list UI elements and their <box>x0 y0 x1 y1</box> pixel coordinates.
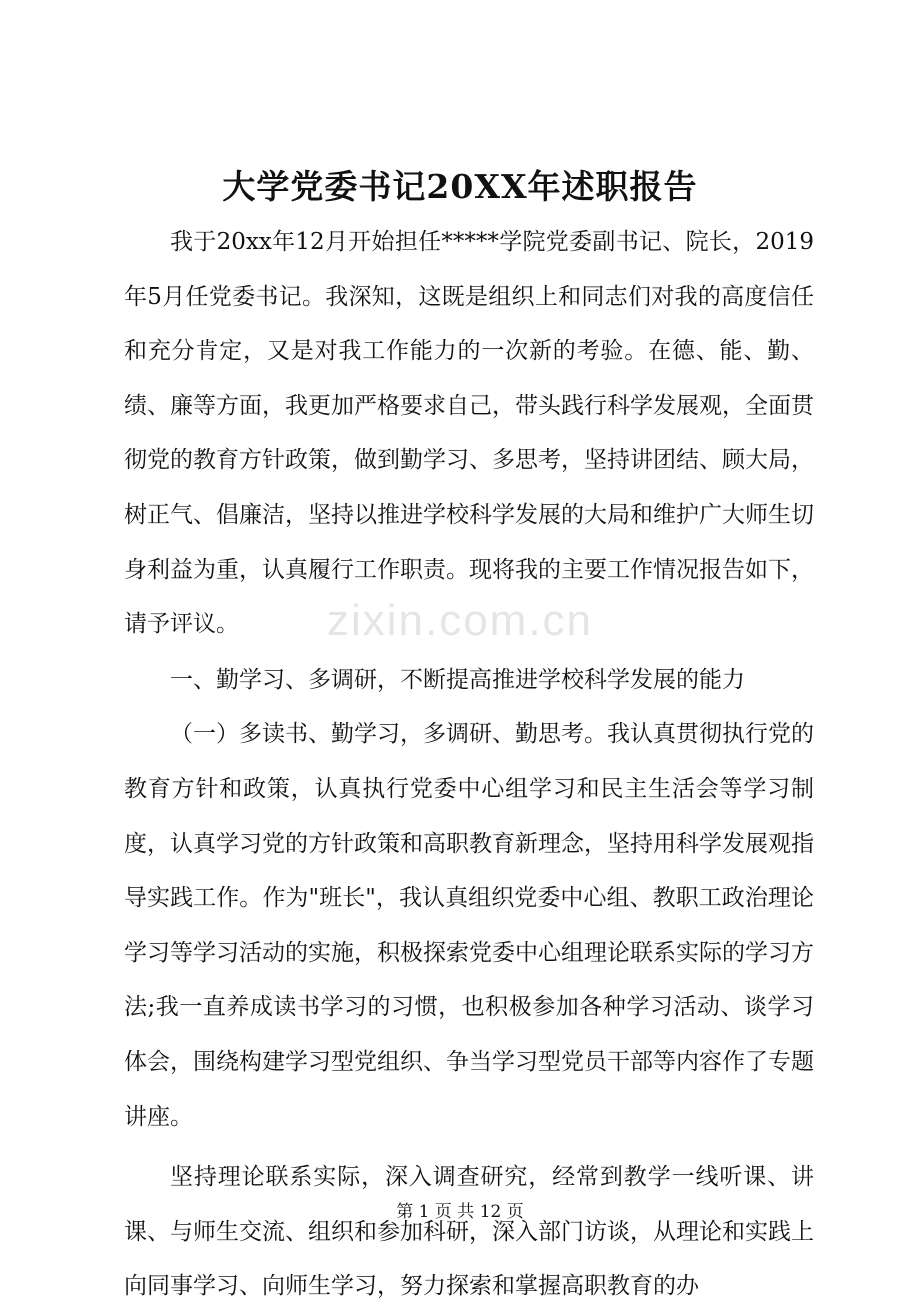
body-paragraph: 坚持理论联系实际，深入调查研究，经常到教学一线听课、讲课、与师生交流、组织和参加科研，深入部门访谈，从理论和实践上向同事学习、向师生学习，努力探索和掌握高职教育的办 <box>124 1164 814 1300</box>
section-heading: 一、勤学习、多调研，不断提高推进学校科学发展的能力 <box>170 666 745 693</box>
subsection-paragraph: （一）多读书、勤学习，多调研、勤思考。我认真贯彻执行党的教育方针和政策，认真执行党委中心组学习和民主生活会等学习制度，认真学习党的方针政策和高职教育新理念，坚持用科学发展观指导实践工作。作为"班长"，我认真组织党委中心组、教职工政治理论学习等学习活动的实施，积极探索党委中心组理论联系实际的学习方法;我一直养成读书学习的习惯，也积极参加各种学习活动、谈学习体会，围绕构建学习型党组织、争当学习型党员干部等内容作了专题讲座。 <box>124 721 814 1130</box>
page-footer: 第 1 页 共 12 页 <box>396 1202 524 1222</box>
document-body <box>124 215 814 1314</box>
watermark: zixin.com.cn <box>326 596 594 645</box>
document-title: 大学党委书记20XX年述职报告 <box>222 167 698 206</box>
intro-paragraph: 我于20xx年12月开始担任*****学院党委副书记、院长，2019年5月任党委书记。我深知，这既是组织上和同志们对我的高度信任和充分肯定，又是对我工作能力的一次新的考验。在德、能、勤、绩、廉等方面，我更加严格要求自己，带头践行科学发展观，全面贯彻党的教育方针政策，做到勤学习、多思考，坚持讲团结、顾大局，树正气、倡廉洁，坚持以推进学校科学发展的大局和维护广大师生切身利益为重，认真履行工作职责。现将我的主要工作情况报告如下，请予评议。 <box>124 229 814 638</box>
